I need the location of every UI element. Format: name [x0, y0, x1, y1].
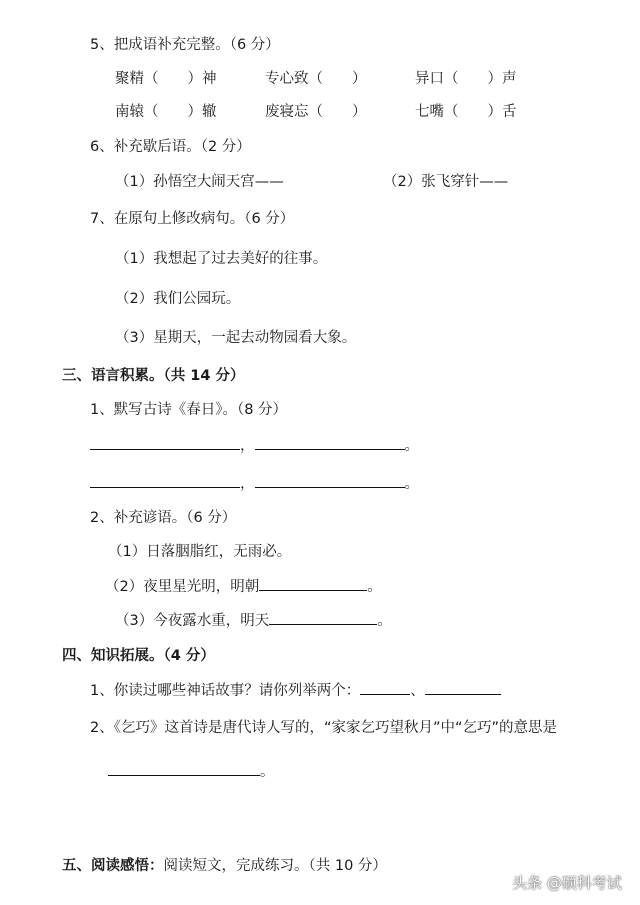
- s3-q1-title: 1、默写古诗《春日》。（8 分）: [90, 402, 288, 418]
- section5-title: 五、阅读感悟：阅读短文，完成练习。（共 10 分）: [62, 858, 387, 874]
- poem-line-2: ， 。: [90, 472, 419, 493]
- poem-blank-2[interactable]: [255, 435, 405, 450]
- idiom-5: 废寝忘（ ）: [265, 104, 367, 120]
- idiom-3: 异口（ ）声: [415, 71, 517, 87]
- idiom-6: 七嘴（ ）舌: [415, 104, 517, 120]
- proverb-2: （2）夜里星光明，明朝 。: [105, 575, 382, 596]
- sentence-2: （2）我们公园玩。: [115, 291, 241, 307]
- qiqiao-blank[interactable]: [108, 761, 260, 776]
- myth-blank-1[interactable]: [360, 680, 410, 695]
- idiom-4: 南辕（ ）辙: [115, 104, 217, 120]
- q7-title: 7、在原句上修改病句。（6 分）: [90, 211, 295, 227]
- poem-line-1: ， 。: [90, 434, 419, 455]
- idiom-1: 聚精（ ）神: [115, 71, 217, 87]
- proverb-blank-2[interactable]: [259, 576, 367, 591]
- s4-q2: 2、《乞巧》这首诗是唐代诗人写的，“家家乞巧望秋月”中“乞巧”的意思是: [90, 720, 558, 736]
- section4-title: 四、知识拓展。（4 分）: [62, 648, 215, 664]
- sentence-1: （1）我想起了过去美好的往事。: [115, 251, 328, 267]
- section3-title: 三、语言积累。（共 14 分）: [62, 368, 245, 384]
- poem-blank-1[interactable]: [90, 435, 240, 450]
- q6-title: 6、补充歇后语。（2 分）: [90, 139, 251, 155]
- proverb-3: （3）今夜露水重，明天 。: [115, 609, 392, 630]
- watermark: 头条 @硕科考试: [512, 874, 622, 892]
- s4-q1: 1、你读过哪些神话故事？请你列举两个： 、: [90, 679, 501, 700]
- poem-blank-3[interactable]: [90, 473, 240, 488]
- xiehouyu-2: （2）张飞穿针——: [383, 174, 509, 190]
- proverb-1: （1）日落胭脂红，无雨必。: [108, 544, 292, 560]
- q5-title: 5、把成语补充完整。（6 分）: [90, 37, 280, 53]
- xiehouyu-1: （1）孙悟空大闹天宫——: [115, 174, 284, 190]
- s4-q2-answer: 。: [108, 760, 275, 781]
- myth-blank-2[interactable]: [425, 680, 501, 695]
- poem-blank-4[interactable]: [255, 473, 405, 488]
- proverb-blank-3[interactable]: [269, 610, 377, 625]
- sentence-3: （3）星期天，一起去动物园看大象。: [115, 330, 357, 346]
- idiom-2: 专心致（ ）: [265, 71, 367, 87]
- s3-q2-title: 2、补充谚语。（6 分）: [90, 510, 237, 526]
